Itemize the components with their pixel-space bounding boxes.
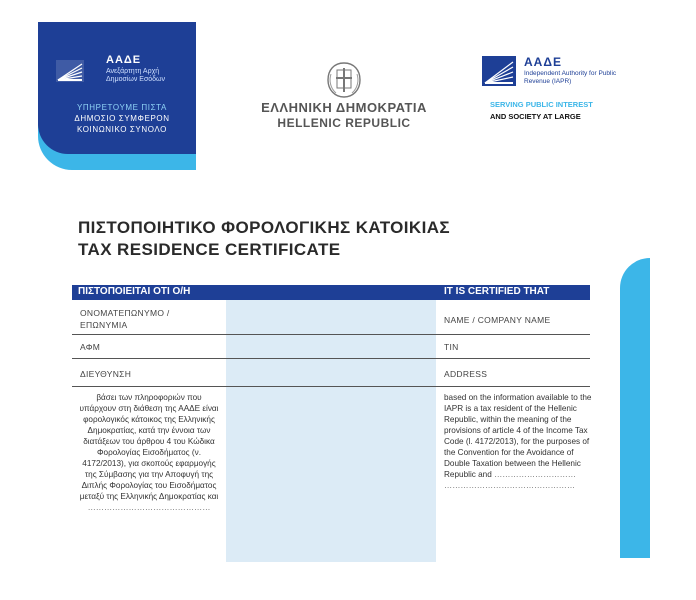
name-label-greek-2: ΕΠΩΝΥΜΙΑ: [80, 320, 128, 330]
certification-text-greek: [78, 392, 220, 513]
paragraph-greek: βάσει των πληροφοριών που υπάρχουν στη διάθεση της ΑΑΔΕ είναι φορολογικός κάτοικος της Ελληνικής Δημοκρατίας, κατά την έννοια των διατάξεων του άρθρου 4 του Κώδικα Φορολογίας Εισοδήματος (ν. 4172/2013), για σκοπούς εφαρμογής της Σύμβασης για την Αποφυγή της Διπλής Φορολογίας του Εισοδήματος μεταξύ της Ελληνικής Δημοκρατίας και: [79, 393, 219, 501]
entry-field-column[interactable]: [226, 300, 436, 562]
motto-line-3: ΚΟΙΝΩΝΙΚΟ ΣΥΝΟΛΟ: [77, 125, 167, 134]
header-right: IT IS CERTIFIED THAT: [444, 286, 550, 297]
aade-subtitle-left: Ανεξάρτητη Αρχή Δημοσίων Εσόδων: [106, 68, 166, 83]
paragraph-english: based on the information available to the IAPR is a tax resident of the Hellenic Republic, within the meaning of the provisions of article 4 of the Income Tax Code (l. 4172/2013), for the purposes of the Convention for the Avoidance of Double Taxation between the Hellenic Republic and: [444, 393, 592, 479]
iapr-mark-icon: [482, 56, 516, 86]
aade-brand-left: ΑΑΔΕ: [106, 54, 142, 66]
society-at-large: AND SOCIETY AT LARGE: [490, 112, 581, 121]
table-header: [72, 285, 590, 300]
country-blank-greek: ………………………………………: [87, 503, 211, 512]
motto-line-1: ΥΠΗΡΕΤΟΥΜΕ ΠΙΣΤΑ: [76, 103, 167, 112]
aade-logo-block: [38, 22, 196, 170]
title-greek: ΠΙΣΤΟΠΟΙΗΤΙΚΟ ΦΟΡΟΛΟΓΙΚΗΣ ΚΑΤΟΙΚΙΑΣ: [78, 218, 451, 237]
tin-label-english: TIN: [444, 342, 459, 352]
hellenic-republic-english: HELLENIC REPUBLIC: [277, 116, 411, 130]
address-label-greek: ΔΙΕΥΘΥΝΣΗ: [80, 369, 132, 379]
title-english: TAX RESIDENCE CERTIFICATE: [78, 240, 341, 259]
edge-mask: [650, 258, 696, 600]
greek-coat-of-arms-icon: [322, 60, 366, 100]
certification-text-english: [444, 392, 594, 491]
aade-mark-icon: [56, 60, 84, 82]
country-blank-english: …………………………: [494, 470, 576, 479]
aade-motto: [52, 102, 192, 135]
name-label-greek-1: ΟΝΟΜΑΤΕΠΩΝΥΜΟ /: [80, 308, 170, 318]
row-divider: [72, 386, 590, 387]
address-label-english: ADDRESS: [444, 369, 488, 379]
motto-line-2: ΔΗΜΟΣΙΟ ΣΥΜΦΕΡΟΝ: [74, 114, 170, 123]
name-label-english: NAME / COMPANY NAME: [444, 315, 551, 325]
serving-public-interest: SERVING PUBLIC INTEREST: [490, 100, 593, 109]
country-blank-english-2: …………………………………………: [444, 481, 575, 490]
iapr-subtitle: Independent Authority for Public Revenue (IAPR): [524, 70, 617, 85]
row-divider: [72, 334, 590, 335]
row-divider: [72, 358, 590, 359]
tin-label-greek: ΑΦΜ: [80, 342, 101, 352]
header-left: ΠΙΣΤΟΠΟΙΕΙΤΑΙ ΟΤΙ Ο/Η: [78, 286, 191, 297]
aade-brand-right: ΑΑΔΕ: [524, 55, 562, 69]
hellenic-republic-greek: ΕΛΛΗΝΙΚΗ ΔΗΜΟΚΡΑΤΙΑ: [261, 100, 427, 115]
